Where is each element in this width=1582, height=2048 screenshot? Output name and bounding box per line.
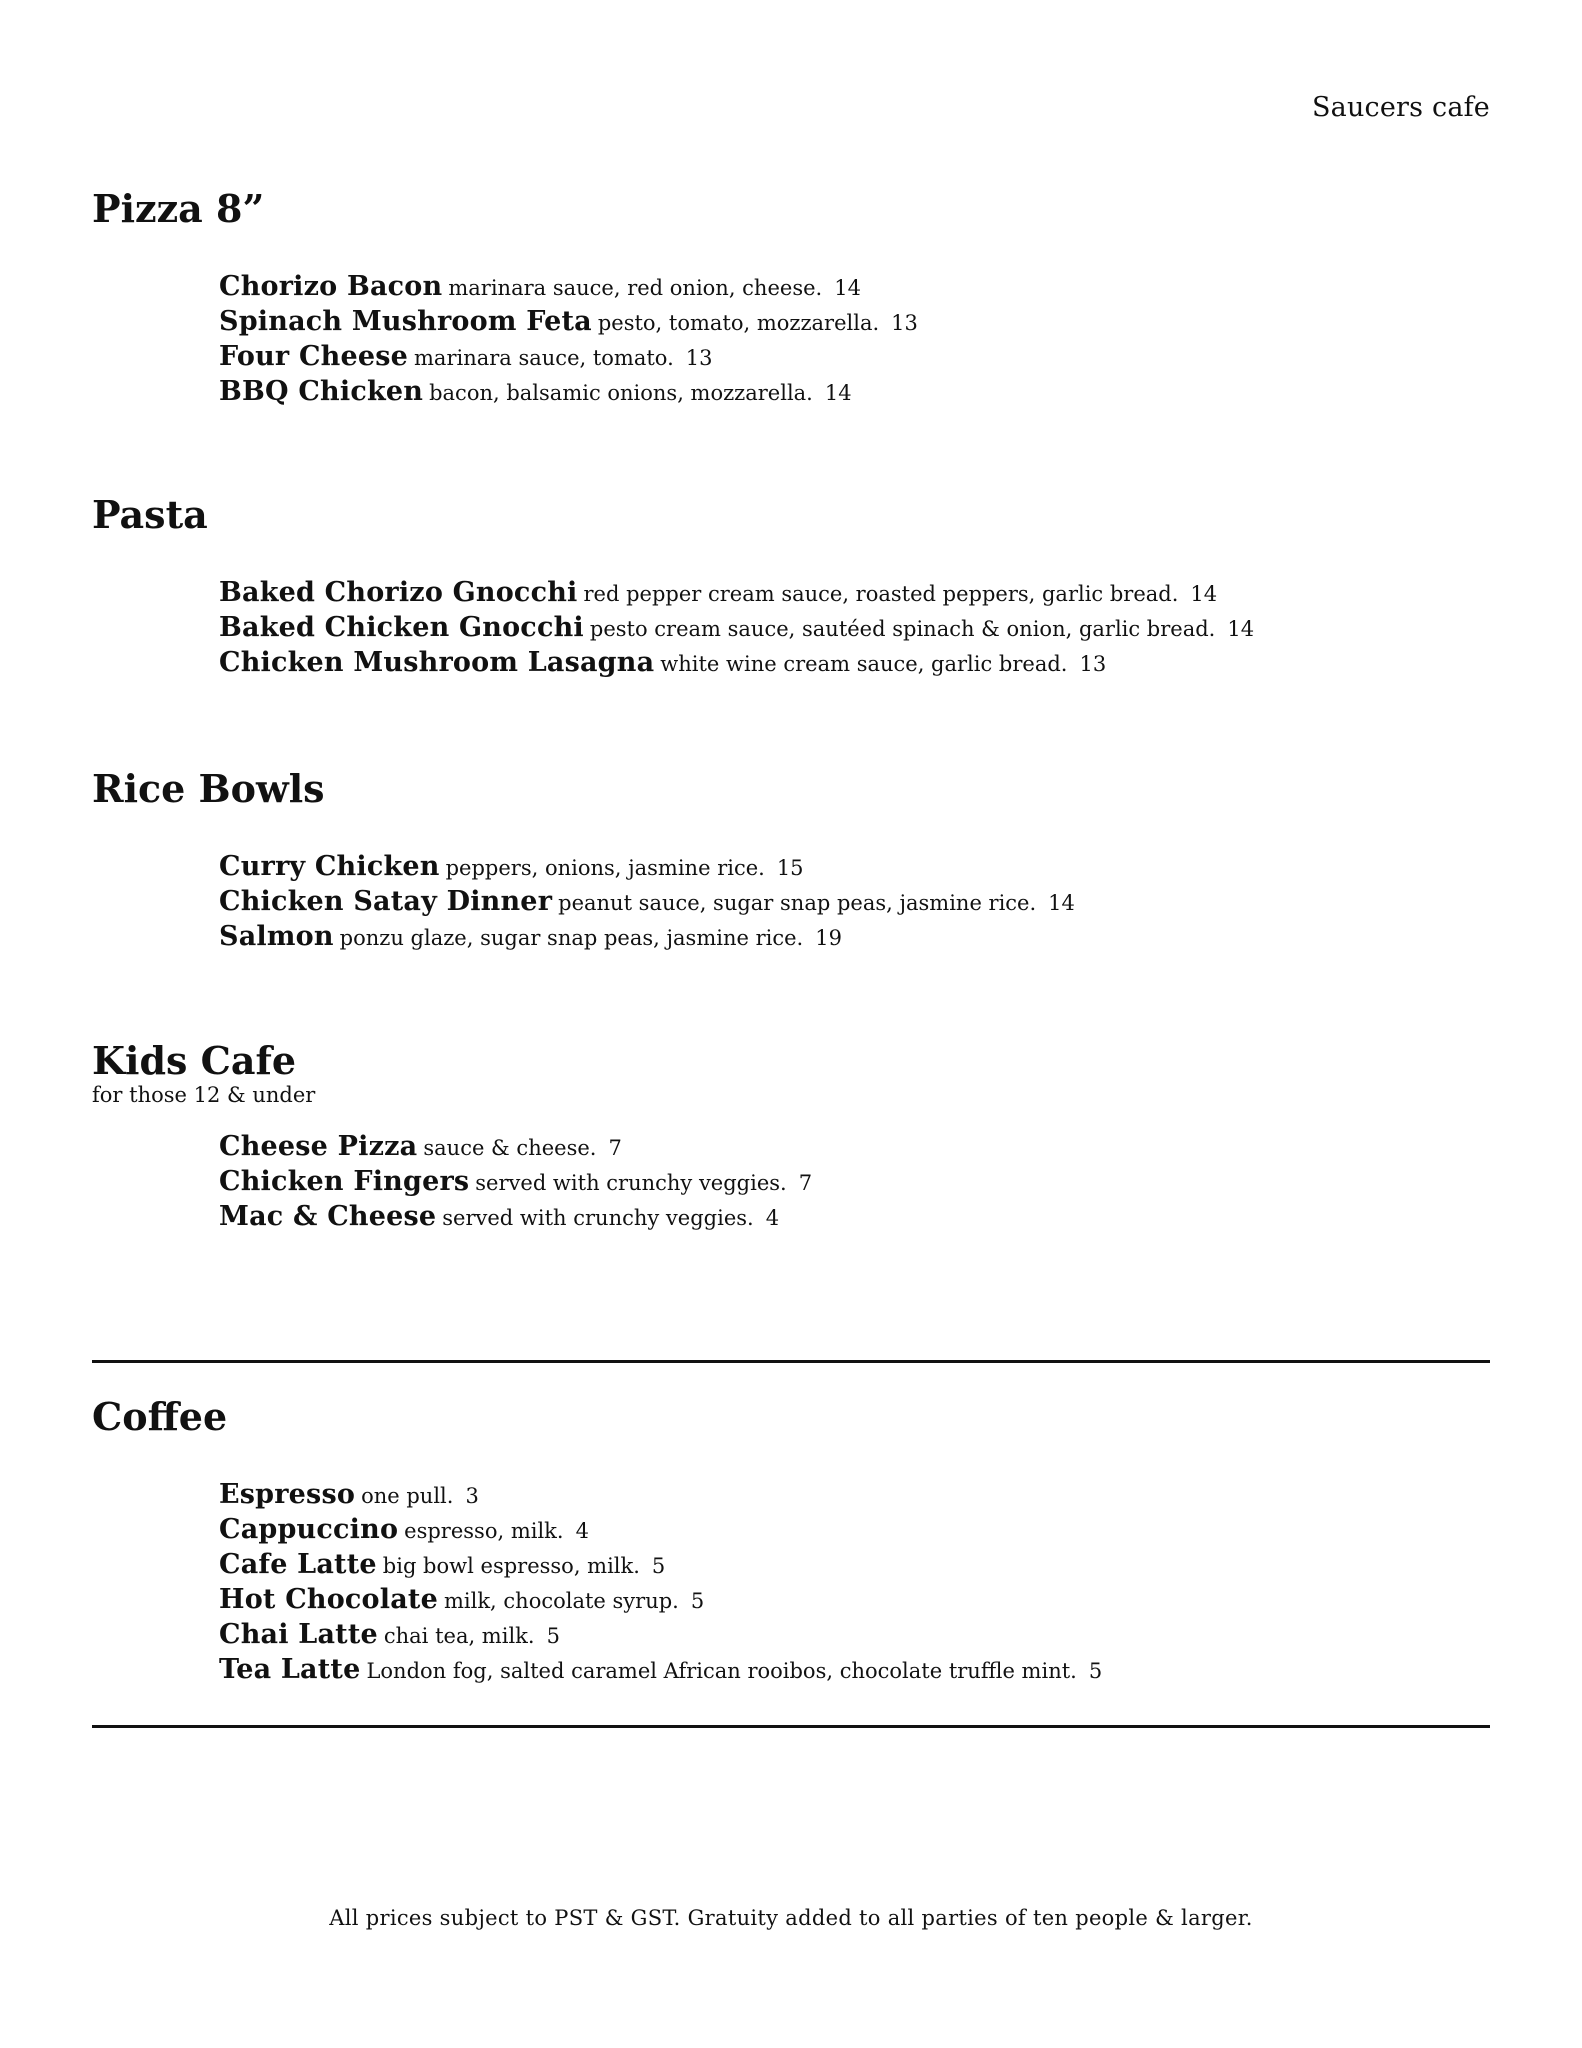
item-price: 14 (1190, 582, 1218, 606)
menu-item (219, 1583, 1490, 1618)
section-title: Pizza 8” (92, 186, 265, 231)
item-desc: London fog, salted caramel African rooibos, chocolate truffle mint. (366, 1659, 1077, 1683)
item-price: 14 (824, 381, 852, 405)
menu-items (219, 850, 1490, 955)
item-desc: served with crunchy veggies. (475, 1171, 787, 1195)
item-price: 4 (765, 1206, 780, 1230)
divider-bottom (92, 1725, 1490, 1728)
menu-item (219, 1548, 1490, 1583)
menu-item (219, 646, 1490, 681)
item-price: 5 (651, 1554, 666, 1578)
menu-item (219, 1513, 1490, 1548)
menu-items (219, 1478, 1490, 1688)
item-name: Baked Chicken Gnocchi (219, 612, 584, 643)
section-title: Coffee (92, 1394, 228, 1439)
item-price: 19 (815, 926, 842, 950)
item-name: Hot Chocolate (219, 1584, 438, 1615)
menu-item (219, 340, 1490, 375)
item-price: 13 (685, 346, 713, 370)
menu-items (219, 270, 1490, 410)
footer-note: All prices subject to PST & GST. Gratuity added to all parties of ten people & larger. (329, 1906, 1253, 1930)
item-desc: pesto, tomato, mozzarella. (597, 311, 880, 335)
item-desc: bacon, balsamic onions, mozzarella. (429, 381, 813, 405)
divider-top (92, 1360, 1490, 1363)
section-rice-bowls (92, 766, 1490, 955)
item-desc: milk, chocolate syrup. (443, 1589, 679, 1613)
menu-item (219, 270, 1490, 305)
item-desc: marinara sauce, red onion, cheese. (448, 276, 823, 300)
menu-items (219, 1130, 1490, 1235)
item-price: 13 (891, 311, 918, 335)
item-desc: ponzu glaze, sugar snap peas, jasmine rice. (339, 926, 804, 950)
item-price: 7 (608, 1136, 622, 1160)
item-price: 5 (1088, 1659, 1103, 1683)
menu-item (219, 920, 1490, 955)
item-desc: peppers, onions, jasmine rice. (445, 856, 765, 880)
menu-item (219, 1618, 1490, 1653)
item-name: Mac & Cheese (219, 1201, 437, 1232)
item-name: BBQ Chicken (219, 376, 424, 407)
section-subtitle: for those 12 & under (92, 1083, 316, 1107)
item-name: Cappuccino (219, 1514, 399, 1545)
item-desc: white wine cream sauce, garlic bread. (660, 652, 1068, 676)
item-name: Four Cheese (219, 341, 409, 372)
item-name: Chicken Mushroom Lasagna (219, 647, 655, 678)
section-kids-cafe (92, 1038, 1490, 1235)
item-name: Chicken Satay Dinner (219, 886, 553, 917)
item-price: 14 (1048, 891, 1075, 915)
menu-item (219, 576, 1490, 611)
item-name: Baked Chorizo Gnocchi (219, 577, 578, 608)
menu-item (219, 305, 1490, 340)
item-desc: chai tea, milk. (383, 1624, 535, 1648)
section-title: Rice Bowls (92, 766, 325, 811)
item-name: Spinach Mushroom Feta (219, 306, 592, 337)
item-price: 15 (776, 856, 804, 880)
item-desc: one pull. (361, 1484, 454, 1508)
menu-item (219, 850, 1490, 885)
item-price: 14 (834, 276, 861, 300)
item-name: Espresso (219, 1479, 356, 1510)
menu-items (219, 576, 1490, 681)
item-price: 13 (1079, 652, 1107, 676)
item-desc: big bowl espresso, milk. (382, 1554, 640, 1578)
menu-item (219, 885, 1490, 920)
item-price: 5 (690, 1589, 705, 1613)
item-name: Chai Latte (219, 1619, 378, 1650)
item-price: 4 (575, 1519, 589, 1543)
section-pasta (92, 492, 1490, 681)
section-title: Kids Cafe (92, 1038, 297, 1083)
section-coffee (92, 1394, 1490, 1688)
menu-item (219, 1165, 1490, 1200)
item-name: Tea Latte (219, 1654, 361, 1685)
item-desc: red pepper cream sauce, roasted peppers, garlic bread. (583, 582, 1179, 606)
item-price: 5 (546, 1624, 560, 1648)
item-desc: served with crunchy veggies. (442, 1206, 754, 1230)
menu-item (219, 1478, 1490, 1513)
item-name: Chicken Fingers (219, 1166, 470, 1197)
item-desc: marinara sauce, tomato. (414, 346, 674, 370)
item-price: 3 (465, 1484, 479, 1508)
item-desc: sauce & cheese. (423, 1136, 597, 1160)
item-price: 7 (798, 1171, 813, 1195)
item-name: Chorizo Bacon (219, 271, 443, 302)
item-name: Cheese Pizza (219, 1131, 418, 1162)
menu-item (219, 611, 1490, 646)
item-name: Salmon (219, 921, 334, 952)
item-desc: peanut sauce, sugar snap peas, jasmine rice. (558, 891, 1037, 915)
cafe-name: Saucers cafe (1311, 92, 1490, 123)
menu-item (219, 375, 1490, 410)
item-name: Curry Chicken (219, 851, 440, 882)
menu-item (219, 1200, 1490, 1235)
item-desc: espresso, milk. (404, 1519, 564, 1543)
item-name: Cafe Latte (219, 1549, 377, 1580)
item-desc: pesto cream sauce, sautéed spinach & onion, garlic bread. (589, 617, 1216, 641)
menu-item (219, 1130, 1490, 1165)
item-price: 14 (1227, 617, 1255, 641)
section-pizza (92, 186, 1490, 410)
section-title: Pasta (92, 492, 208, 537)
menu-item (219, 1653, 1490, 1688)
